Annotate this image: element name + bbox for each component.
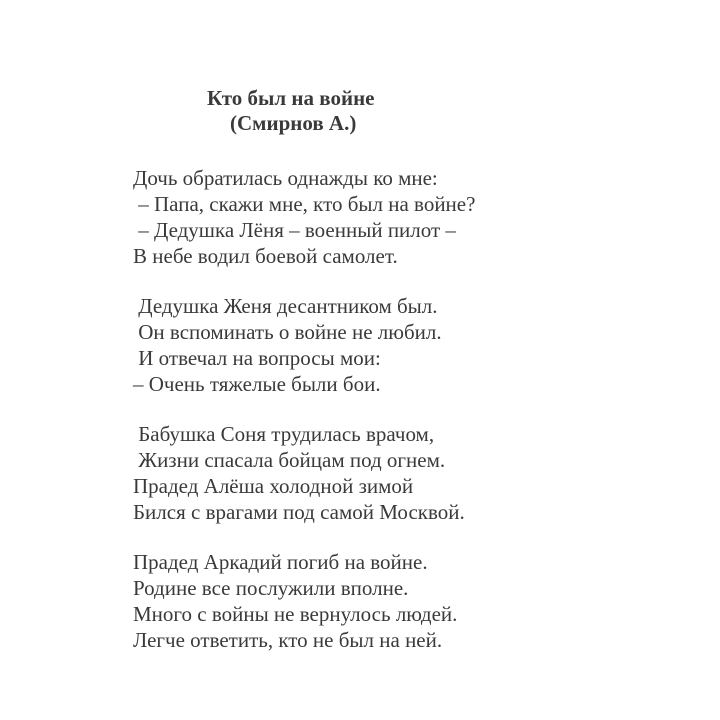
poem-author: (Смирнов А.): [230, 111, 357, 135]
poem-line: Бабушка Соня трудилась врачом,: [133, 422, 435, 446]
poem-line: Родине все послужили вполне.: [133, 576, 409, 600]
poem-line: Бился с врагами под самой Москвой.: [133, 500, 465, 524]
poem-line: Жизни спасала бойцам под огнем.: [133, 448, 446, 472]
stanza-1: [133, 165, 475, 269]
poem-line: – Папа, скажи мне, кто был на войне?: [133, 192, 476, 216]
poem-line: Прадед Алёша холодной зимой: [133, 474, 414, 498]
poem-line: В небе водил боевой самолет.: [133, 244, 398, 268]
poem-body: [133, 165, 475, 677]
poem-line: – Очень тяжелые были бои.: [133, 372, 381, 396]
poem-line: Дедушка Женя десантником был.: [133, 294, 438, 318]
poem-line: Дочь обратилась однажды ко мне:: [133, 166, 438, 190]
poem-line: Прадед Аркадий погиб на войне.: [133, 550, 428, 574]
poem-line: Легче ответить, кто не был на ней.: [133, 628, 443, 652]
stanza-3: [133, 421, 475, 525]
poem-line: И отвечал на вопросы мои:: [133, 346, 381, 370]
stanza-2: [133, 293, 475, 397]
poem-line: – Дедушка Лёня – военный пилот –: [133, 218, 456, 242]
poem-line: Много с войны не вернулось людей.: [133, 602, 458, 626]
poem-title: Кто был на войне: [207, 86, 375, 110]
stanza-4: [133, 549, 475, 653]
poem-line: Он вспоминать о войне не любил.: [133, 320, 442, 344]
